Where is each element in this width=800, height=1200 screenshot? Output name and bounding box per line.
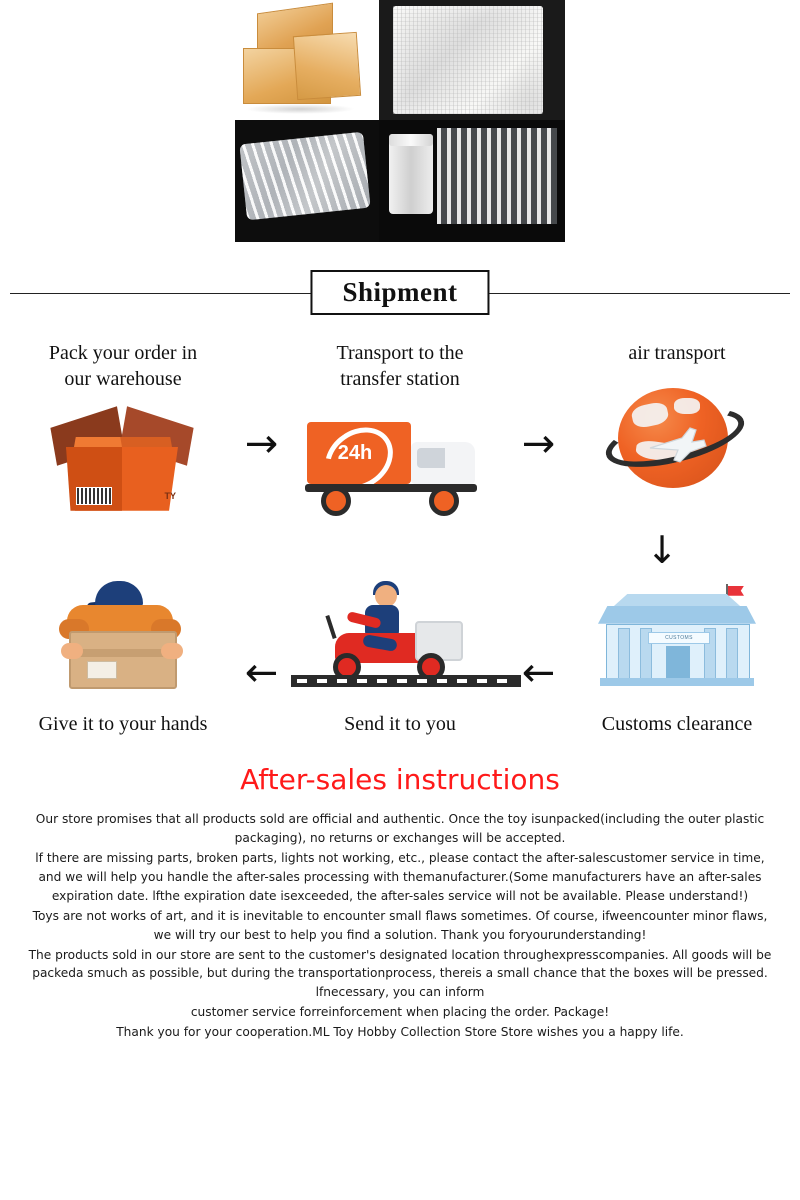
box-tag: TY: [164, 490, 176, 501]
flow-row-bottom: [14, 569, 786, 737]
after-sales-paragraph-4: The products sold in our store are sent to the customer's designated location throughexpresscompanies. All goods will be packeda smuch as possible, but during the transportationprocess, thereis a small chance that the boxes will be pressed. lfnecessary, you can inform: [28, 947, 772, 1000]
after-sales-title: After-sales instructions: [240, 763, 560, 797]
truck-window: [417, 448, 445, 468]
after-sales-paragraph-6: Thank you for your cooperation.ML Toy Hobby Collection Store Store wishes you a happy life.: [116, 1025, 684, 1040]
customs-building-icon: [568, 569, 786, 709]
flow-step-transport: [291, 340, 509, 533]
shipment-title: Shipment: [310, 270, 489, 315]
air-column-strips: [437, 128, 557, 224]
building-roof: [598, 606, 756, 624]
road-strip: [291, 675, 521, 687]
flow-step-give-label: Give it to your hands: [38, 712, 208, 735]
airplane-icon: [646, 424, 708, 464]
scooter-courier-icon: [291, 569, 509, 709]
box-shadow: [245, 104, 355, 114]
flow-step-give: [14, 569, 232, 737]
building-roof-upper: [612, 594, 742, 608]
building-column-1: [618, 628, 630, 680]
building-column-4: [726, 628, 738, 680]
truck-wheel-front: [429, 486, 459, 516]
customs-sign: CUSTOMS: [648, 632, 710, 644]
arrow-down-wrap: [14, 527, 786, 572]
flow-step-air: [568, 340, 786, 506]
after-sales-paragraph-3: Toys are not works of art, and it is inevitable to encounter small flaws sometimes. Of course, ifweencounter minor flaws, we will try our best to help you find a solution. Thank you foryourunderstanding!: [32, 908, 768, 942]
flow-row-top: [14, 340, 786, 533]
arrow-right-icon-2: →: [521, 421, 556, 467]
after-sales-section: [0, 763, 800, 1053]
foam-sheet: [393, 6, 543, 114]
flag-icon: [728, 586, 744, 596]
after-sales-paragraph-1: Our store promises that all products sold are official and authentic. Once the toy isunpacked(including the outer plastic packaging), no returns or exchanges will be accepted.: [35, 812, 765, 846]
cardboard-boxes-photo: [235, 0, 379, 120]
package-tape: [69, 649, 173, 657]
shipment-section-header: [0, 270, 800, 316]
flow-step-send: [291, 569, 509, 737]
air-column-roll-photo: [379, 120, 565, 242]
air-cushion-bag-photo: [235, 120, 379, 242]
barcode-icon: [76, 487, 112, 505]
flow-step-pack-label: Pack your order in our warehouse: [48, 342, 198, 391]
after-sales-paragraph-5: customer service forreinforcement when placing the order. Package!: [190, 1005, 610, 1020]
arrow-left-icon-2: ←: [521, 649, 556, 696]
delivery-man-icon: [14, 569, 232, 709]
carried-package: [69, 631, 177, 689]
after-sales-paragraph-2: lf there are missing parts, broken parts, lights not working, etc., please contact the after-salescustomer service in time, and we will help you handle the after-sales processing with themanufacturer.(Some manufacturers have an after-sales expiration date. lfthe expiration date isexceeded, the after-sales service will not be available. Please understand!): [35, 850, 765, 903]
truck-wheel-rear: [321, 486, 351, 516]
building-base: [600, 678, 754, 686]
rider-head: [375, 585, 397, 607]
shipment-flow-diagram: [0, 340, 800, 737]
flow-step-pack: [14, 340, 232, 533]
air-cushion-bag: [239, 132, 370, 221]
courier-cap: [95, 581, 143, 607]
cardboard-box-3: [293, 32, 361, 100]
delivery-truck-icon: [291, 393, 509, 533]
foam-wrap-photo: [379, 0, 565, 120]
flow-step-customs: [568, 569, 786, 737]
package-label: [87, 661, 117, 679]
arrow-right-icon-1: →: [244, 421, 279, 467]
cardboard-box-icon: [14, 393, 232, 533]
truck-24h-badge: 24h: [337, 442, 373, 465]
flow-step-send-label: Send it to you: [344, 712, 456, 735]
courier-hand-left: [61, 643, 83, 659]
building-door: [666, 646, 690, 678]
flow-step-customs-label: Customs clearance: [601, 712, 753, 735]
packaging-photo-collage: [235, 0, 565, 242]
courier-hand-right: [161, 643, 183, 659]
globe-airplane-icon: [568, 366, 786, 506]
flow-step-air-label: air transport: [628, 342, 726, 364]
arrow-left-icon-1: ←: [244, 649, 279, 696]
arrow-down-icon: ↓: [646, 527, 678, 572]
air-column-roll: [389, 134, 433, 214]
flow-step-transport-label: Transport to the transfer station: [336, 342, 464, 391]
scooter-handlebar: [325, 615, 336, 639]
